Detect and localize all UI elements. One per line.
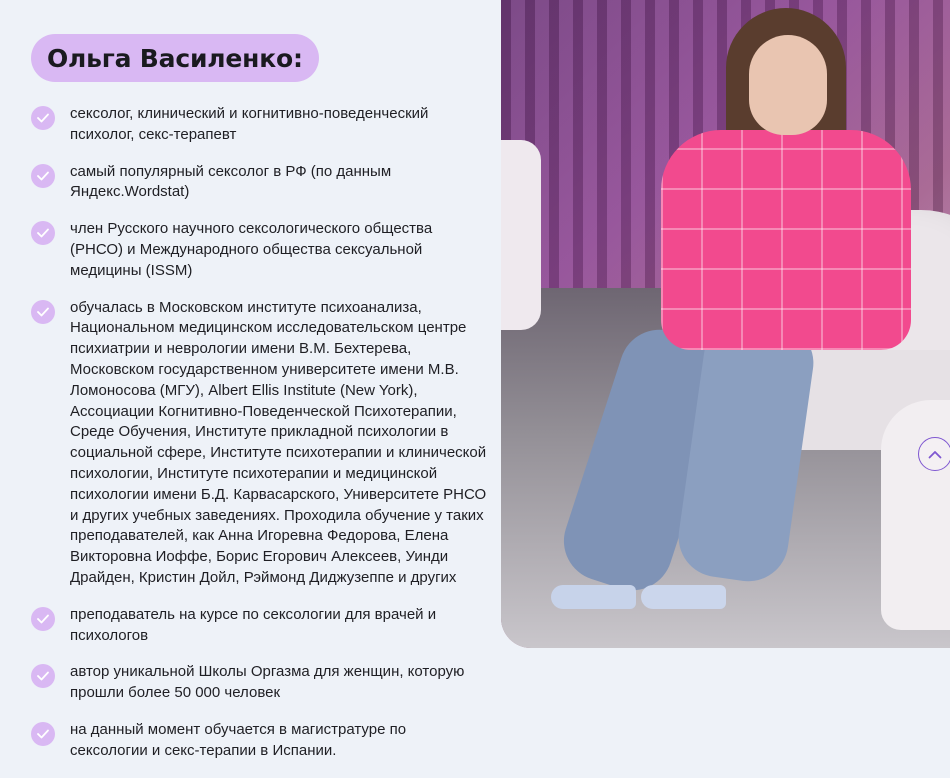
check-icon	[31, 106, 55, 130]
check-icon	[31, 221, 55, 245]
list-item	[31, 219, 501, 281]
list-item-text: обучалась в Московском институте психоанализа, Национальном медицинском исследовательском центре психиатрии и неврологии имени В.М. Бехтерева, Московском государственном университете имени М.В. Ломоносова (МГУ), Albert Ellis Institute (New York), Ассоциации Когнитивно-Поведенческой Психотерапии, Среде Обучения, Институте прикладной психологии в социальной сфере, Институте психотерапии и клинической психологии, Институте психотерапии и медицинской психологии имени Б.Д. Карвасарского, Университете РНСО и других учебных заведениях. Проходила обучение у таких преподавателей, как Анна Игоревна Федорова, Елена Викторовна Иоффе, Борис Егорович Алексеев, Уинди Драйден, Кристин Дойл, Рэймонд Диджузеппе и других	[70, 298, 487, 586]
list-item	[31, 104, 501, 146]
check-icon	[31, 722, 55, 746]
pedestal	[501, 140, 541, 330]
check-icon	[31, 607, 55, 631]
list-item-text: автор уникальной Школы Оргазма для женщин, которую прошли более 50 000 человек	[70, 663, 465, 702]
list-item	[31, 298, 501, 589]
check-icon	[31, 664, 55, 688]
list-item-text: самый популярный сексолог в РФ (по данным Яндекс.Wordstat)	[70, 162, 392, 201]
check-icon	[31, 164, 55, 188]
list-item-text: на данный момент обучается в магистратуре по сексологии и секс-терапии в Испании.	[70, 720, 407, 759]
shoe-right	[641, 585, 726, 609]
portrait-photo	[501, 0, 950, 648]
list-item	[31, 162, 501, 204]
check-icon	[31, 300, 55, 324]
list-item-text: преподаватель на курсе по сексологии для врачей и психологов	[70, 605, 437, 644]
title-badge	[31, 34, 319, 82]
list-item	[31, 605, 501, 647]
list-item-text: сексолог, клинический и когнитивно-поведенческий психолог, секс-терапевт	[70, 105, 429, 143]
scroll-to-top-button[interactable]	[918, 437, 950, 471]
list-item	[31, 662, 501, 704]
person-face	[749, 35, 827, 135]
shoe-left	[551, 585, 636, 609]
list-item-text: член Русского научного сексологического общества (РНСО) и Международного общества сексуальной медицины (ISSM)	[70, 220, 433, 279]
list-item	[31, 720, 501, 762]
page-title: Ольга Василенко:	[47, 43, 303, 73]
person-jacket	[661, 130, 911, 350]
armchair-front	[881, 400, 950, 630]
credentials-list	[31, 104, 501, 778]
chevron-up-icon	[928, 450, 942, 459]
